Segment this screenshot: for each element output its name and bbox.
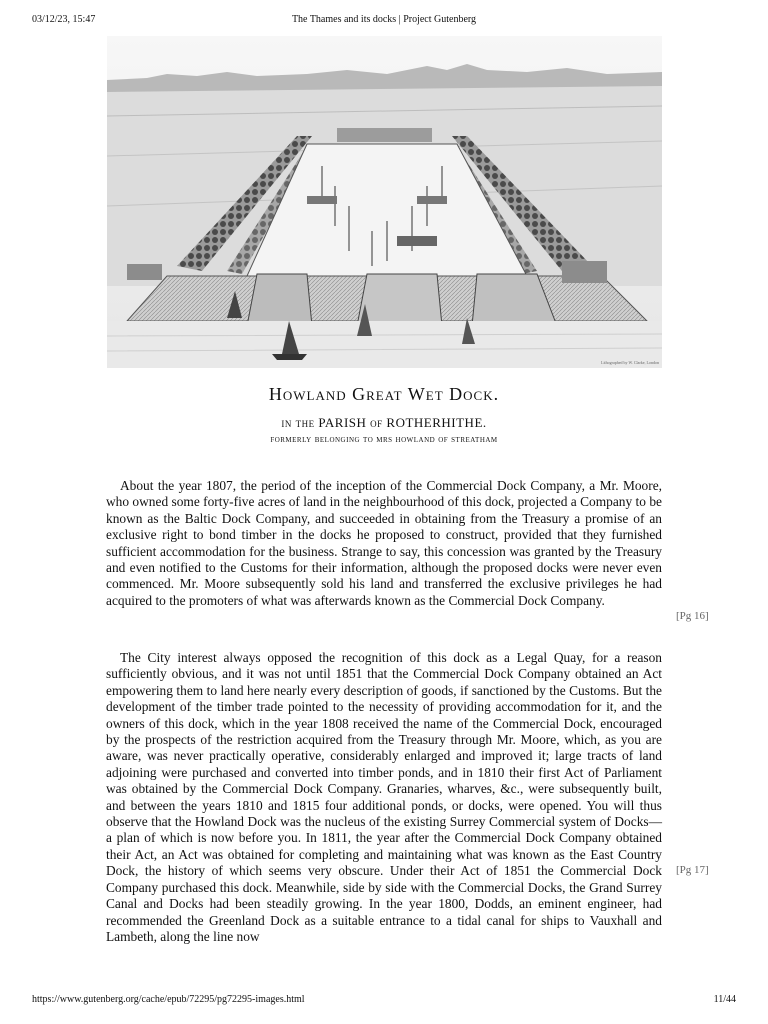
- page-marker: [Pg 17]: [676, 864, 709, 876]
- print-header: [32, 14, 736, 30]
- footer-page-number: 11/44: [713, 994, 736, 1005]
- footer-url: https://www.gutenberg.org/cache/epub/72295/pg72295-images.html: [32, 994, 305, 1005]
- body-paragraph: About the year 1807, the period of the inception of the Commercial Dock Company, a Mr. Moore, who owned some forty-five acres of land in the neighbourhood of this dock, projected a Company to be known as the Baltic Dock Company, and succeeded in obtaining from the Treasury a promise of an exclusive right to bond timber in the docks he proposed to construct, provided that they furnished sufficient accommodation for the business. Strange to say, this concession was granted by the Treasury and even notified to the Customs for their information, although the proposed docks were never even commenced. Mr. Moore subsequently sold his land and transferred the exclusive privileges he had acquired to the promoters of what was afterwards known as the Commercial Dock Company.: [106, 478, 662, 608]
- plate-title: Howland Great Wet Dock.: [268, 384, 500, 404]
- dock-illustration: [107, 36, 662, 368]
- plate-imprint: Lithographed by W. Clarke, London: [601, 360, 659, 365]
- body-paragraph: The City interest always opposed the recognition of this dock as a Legal Quay, for a reason sufficiently obvious, and it was not until 1851 that the Commercial Dock Company obtained an Act empowering them to land here nearly every description of goods, if sanctioned by the Customs. But the development of the timber trade pointed to the necessity of providing accommodation for it, and the owners of this dock, which in the year 1808 received the name of the Commercial Dock, encouraged by the prospects of the restriction acquired from the Treasury through Mr. Moore, which, as you are aware, was never practically operative, considerably enlarged and improved it; large tracts of land adjoining were purchased and converted into timber ponds, and in 1810 their first Act of Parliament was obtained by the Commercial Dock Company. Granaries, wharves, &c., were subsequently built, and between the years 1810 and 1815 four additional ponds, or docks, were opened. You will thus observe that the Howland Dock was the nucleus of the existing Surrey Commercial system of Docks—a plan of which is now before you. In 1811, the year after the Commercial Dock Company obtained their Act, an Act was obtained for completing and maintaining what was known as the East Country Dock, the history of which seems very obscure. Under their Act of 1851 the Commercial Dock Company purchased this dock. Meanwhile, side by side with the Commercial Docks, the Grand Surrey Canal and Docks had been steadily growing. In the year 1800, Dodds, an eminent engineer, had recommended the Greenland Dock as a suitable entrance to a tidal canal for ships to Vauxhall and Lambeth, along the line now: [106, 650, 662, 944]
- plate-note: formerly belonging to mrs howland of streatham: [270, 434, 498, 445]
- print-footer: [32, 994, 736, 1010]
- page-marker: [Pg 16]: [676, 610, 709, 622]
- print-datetime: 03/12/23, 15:47: [32, 14, 96, 25]
- plate-subtitle: in the PARISH of ROTHERHITHE.: [281, 415, 487, 430]
- print-page-title: The Thames and its docks | Project Gutenberg: [291, 14, 477, 25]
